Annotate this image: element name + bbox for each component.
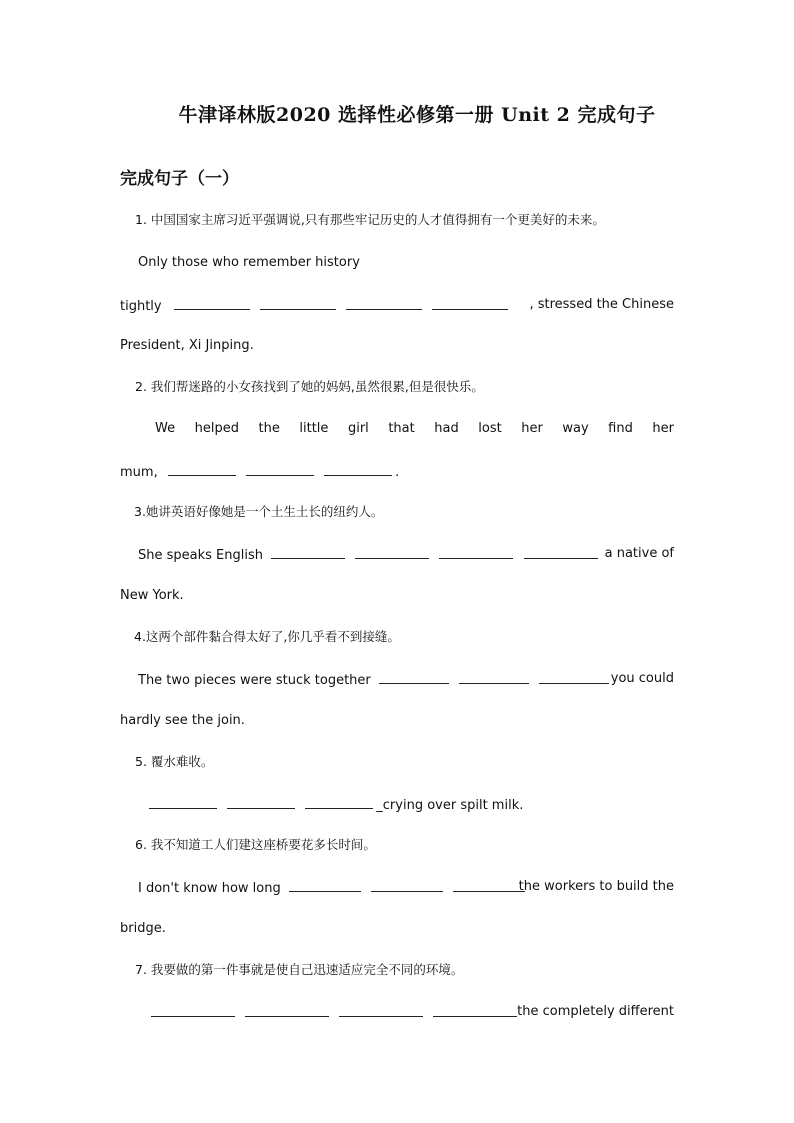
answer-blank[interactable]	[271, 545, 345, 559]
word: We	[155, 421, 176, 436]
answer-blank[interactable]	[305, 795, 373, 809]
question-4-text-start: The two pieces were stuck together	[138, 673, 371, 688]
answer-blank[interactable]	[260, 296, 336, 310]
question-3-text-start: She speaks English	[138, 548, 263, 563]
question-1-text-start: tightly	[120, 299, 162, 314]
page-title: 牛津译林版2020 选择性必修第一册 Unit 2 完成句子	[178, 104, 656, 126]
word: that	[388, 421, 415, 436]
answer-blank[interactable]	[539, 670, 609, 684]
answer-blank[interactable]	[174, 296, 250, 310]
question-7-chinese: 7. 我要做的第一件事就是使自己迅速适应完全不同的环境。	[135, 962, 464, 977]
question-6-chinese: 6. 我不知道工人们建这座桥要花多长时间。	[135, 837, 376, 852]
question-2-text-end: .	[395, 465, 400, 480]
question-2-text-start: mum,	[120, 465, 158, 480]
answer-blank[interactable]	[324, 462, 392, 476]
question-2-english-line-1	[155, 420, 674, 438]
question-4-text-end: you could	[610, 671, 674, 686]
question-2-chinese: 2. 我们帮迷路的小女孩找到了她的妈妈,虽然很累,但是很快乐。	[135, 379, 484, 394]
question-6-english-line-1	[138, 878, 674, 898]
answer-blank[interactable]	[149, 795, 217, 809]
answer-blank[interactable]	[289, 878, 361, 892]
question-6-text-start: I don't know how long	[138, 881, 281, 896]
question-3-chinese: 3.她讲英语好像她是一个土生土长的纽约人。	[134, 504, 384, 519]
word: girl	[347, 421, 369, 436]
answer-blank[interactable]	[453, 878, 525, 892]
word: had	[434, 421, 459, 436]
word: the	[258, 421, 280, 436]
word: her	[652, 421, 674, 436]
question-3-english-line-1	[138, 545, 674, 565]
question-3-text-end: a native of	[604, 546, 674, 561]
section-title: 完成句子（一）	[120, 169, 239, 189]
question-6-text-end: the workers to build the	[518, 879, 674, 894]
question-5-chinese: 5. 覆水难收。	[135, 754, 214, 769]
question-2-english-line-2	[120, 462, 674, 482]
question-7-english-line-1	[148, 1003, 674, 1023]
answer-blank[interactable]	[246, 462, 314, 476]
question-1-english-part-a: Only those who remember history	[138, 255, 360, 270]
question-1-english-line-3: President, Xi Jinping.	[120, 338, 254, 353]
answer-blank[interactable]	[459, 670, 529, 684]
answer-blank[interactable]	[355, 545, 429, 559]
answer-blank[interactable]	[245, 1003, 329, 1017]
answer-blank[interactable]	[432, 296, 508, 310]
answer-blank[interactable]	[524, 545, 598, 559]
answer-blank[interactable]	[371, 878, 443, 892]
question-6-english-line-2: bridge.	[120, 921, 166, 936]
question-7-text-end: the completely different	[517, 1004, 674, 1019]
question-1-chinese: 1. 中国国家主席习近平强调说,只有那些牢记历史的人才值得拥有一个更美好的未来。	[135, 212, 605, 227]
question-4-chinese: 4.这两个部件黏合得太好了,你几乎看不到接缝。	[134, 629, 400, 644]
question-1-text-end: , stressed the Chinese	[529, 297, 674, 312]
question-4-english-line-1	[138, 670, 674, 690]
question-4-english-line-2: hardly see the join.	[120, 713, 245, 728]
answer-blank[interactable]	[151, 1003, 235, 1017]
word: helped	[194, 421, 239, 436]
answer-blank[interactable]	[439, 545, 513, 559]
question-5-text-end: _crying over spilt milk.	[376, 798, 524, 813]
answer-blank[interactable]	[433, 1003, 517, 1017]
word: lost	[478, 421, 502, 436]
answer-blank[interactable]	[227, 795, 295, 809]
answer-blank[interactable]	[168, 462, 236, 476]
word: her	[521, 421, 543, 436]
answer-blank[interactable]	[339, 1003, 423, 1017]
word: little	[299, 421, 329, 436]
question-1-english-line-2	[120, 296, 674, 316]
answer-blank[interactable]	[346, 296, 422, 310]
answer-blank[interactable]	[379, 670, 449, 684]
word: find	[608, 421, 633, 436]
word: way	[562, 421, 589, 436]
question-3-english-line-2: New York.	[120, 588, 184, 603]
question-5-english	[146, 795, 700, 815]
